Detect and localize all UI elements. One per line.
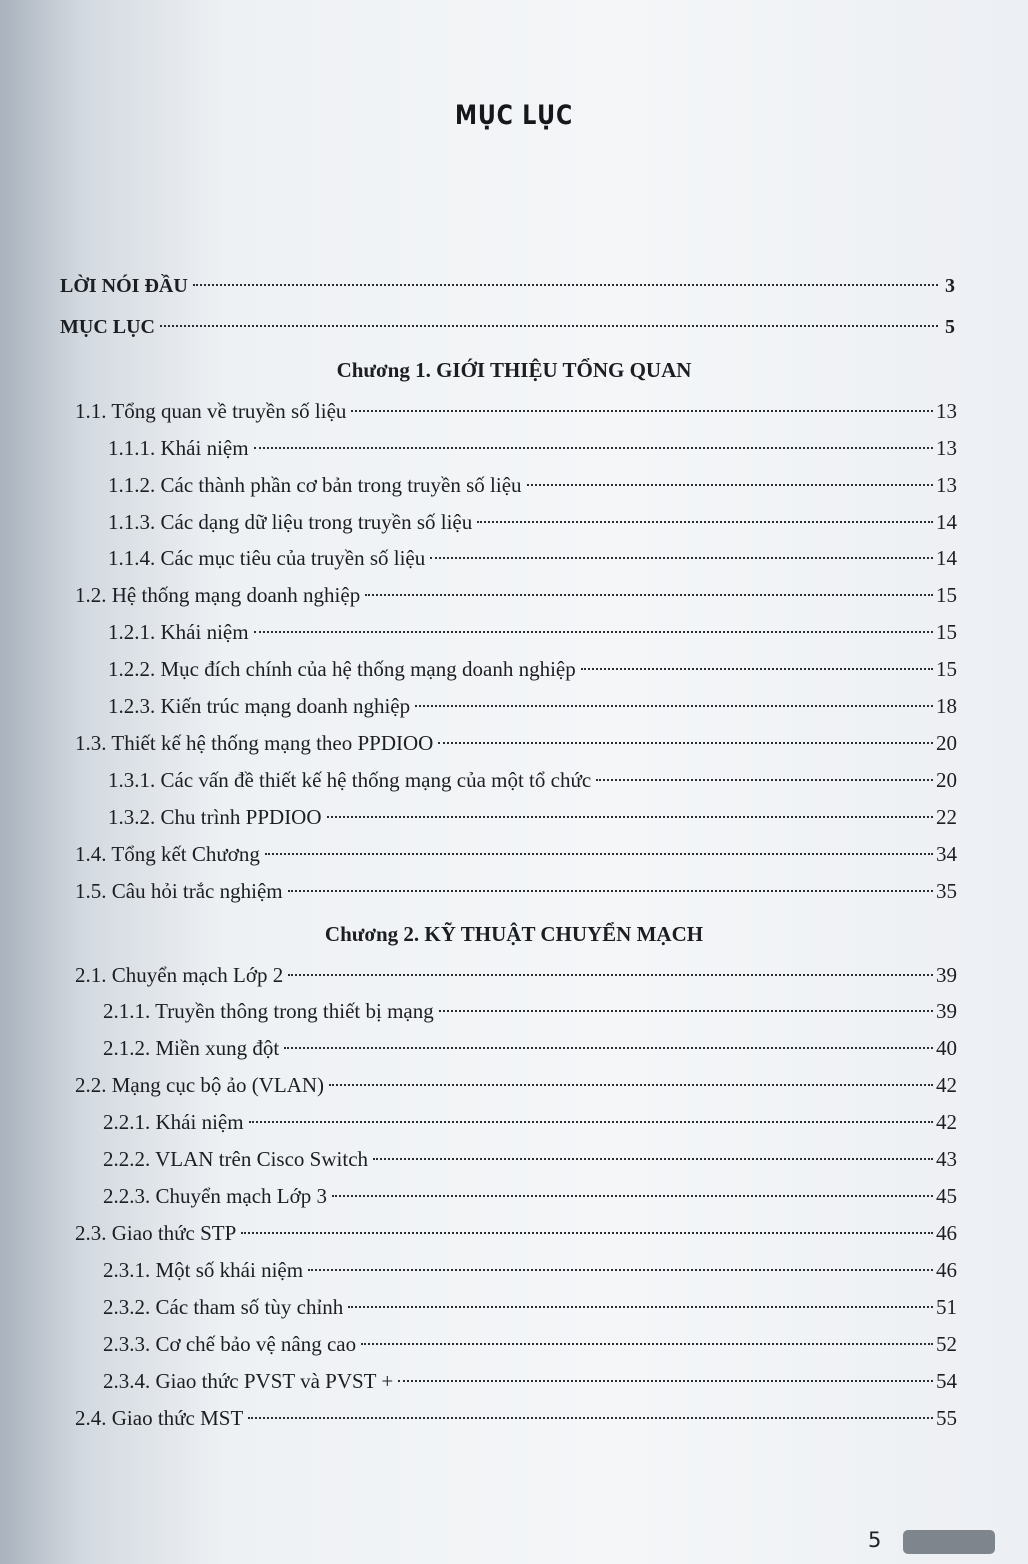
toc-entry-label: 1.5. Câu hỏi trắc nghiệm: [75, 879, 283, 903]
toc-entry-page: 13: [936, 473, 957, 497]
toc-entry-label: 2.1.2. Miền xung đột: [103, 1036, 280, 1060]
toc-entry: [108, 544, 957, 572]
dot-leader: [160, 325, 938, 327]
toc-entry: [75, 729, 957, 757]
dot-leader: [265, 853, 933, 855]
toc-entry-page: 34: [936, 842, 957, 866]
toc-entry-label: 1.2.1. Khái niệm: [108, 620, 249, 644]
toc-entry-label: 1.3.2. Chu trình PPDIOO: [108, 805, 322, 829]
dot-leader: [398, 1380, 933, 1382]
dot-leader: [430, 557, 933, 559]
toc-entry: [108, 766, 957, 794]
dot-leader: [438, 742, 933, 744]
toc-entry-page: 18: [936, 694, 957, 718]
toc-entry-label: 2.3.3. Cơ chế bảo vệ nâng cao: [103, 1332, 357, 1356]
page-number: 5: [868, 1528, 882, 1552]
toc-entry: [108, 655, 957, 683]
dot-leader: [348, 1306, 933, 1308]
toc-entry-page: 35: [936, 879, 957, 903]
toc-entry: [103, 1293, 957, 1321]
toc-entry-label: 1.2.3. Kiến trúc mạng doanh nghiệp: [108, 694, 411, 718]
toc-entry: [75, 1071, 957, 1099]
toc-entry: [75, 397, 957, 425]
toc-entry-foreword: [60, 272, 955, 300]
toc-entry-label: 2.2.1. Khái niệm: [103, 1110, 244, 1134]
dot-leader: [249, 1121, 933, 1123]
toc-entry-label: LỜI NÓI ĐẦU: [60, 275, 188, 297]
toc-entry: [103, 1034, 957, 1062]
dot-leader: [241, 1232, 933, 1234]
toc-entry-label: 2.1. Chuyển mạch Lớp 2: [75, 963, 284, 987]
toc-entry-page: 3: [945, 275, 955, 297]
toc-entry-page: 54: [936, 1369, 957, 1393]
toc-entry-label: 1.3.1. Các vấn đề thiết kế hệ thống mạng của một tổ chức: [108, 768, 592, 792]
dot-leader: [596, 779, 933, 781]
dot-leader: [327, 816, 933, 818]
toc-entry-label: 2.3. Giao thức STP: [75, 1221, 237, 1245]
toc-entry: [103, 1367, 957, 1395]
toc-entry-page: 22: [936, 805, 957, 829]
toc-entry-page: 5: [945, 316, 955, 338]
dot-leader: [308, 1269, 933, 1271]
page-tab-decoration: [903, 1530, 995, 1554]
toc-entry-label: 2.3.4. Giao thức PVST và PVST +: [103, 1369, 394, 1393]
toc-entry-label: 2.2. Mạng cục bộ ảo (VLAN): [75, 1073, 325, 1097]
toc-entry-page: 43: [936, 1147, 957, 1171]
toc-entry-label: 1.1.3. Các dạng dữ liệu trong truyền số liệu: [108, 510, 473, 534]
toc-entry: [75, 840, 957, 868]
toc-entry-label: 2.3.2. Các tham số tùy chỉnh: [103, 1295, 344, 1319]
toc-entry: [108, 434, 957, 462]
dot-leader: [415, 705, 933, 707]
toc-entry-label: 1.1.2. Các thành phần cơ bản trong truyền số liệu: [108, 473, 522, 497]
toc-entry-page: 46: [936, 1258, 957, 1282]
toc-entry-page: 14: [936, 546, 957, 570]
toc-entry-page: 14: [936, 510, 957, 534]
dot-leader: [332, 1195, 933, 1197]
toc-entry-page: 39: [936, 963, 957, 987]
toc-entry: [108, 471, 957, 499]
toc-entry-label: MỤC LỤC: [60, 316, 155, 338]
chapter-heading: Chương 2. KỸ THUẬT CHUYỂN MẠCH: [324, 922, 704, 946]
toc-entry-label: 1.1.4. Các mục tiêu của truyền số liệu: [108, 546, 426, 570]
toc-entry-page: 20: [936, 731, 957, 755]
dot-leader: [351, 410, 933, 412]
toc-entry-page: 52: [936, 1332, 957, 1356]
toc-entry: [103, 1330, 957, 1358]
toc-entry-label: 1.1.1. Khái niệm: [108, 436, 249, 460]
toc-entry: [75, 961, 957, 989]
toc-entry-page: 42: [936, 1110, 957, 1134]
dot-leader: [288, 890, 933, 892]
page-title: MỤC LỤC: [454, 100, 574, 131]
toc-entry-label: 2.3.1. Một số khái niệm: [103, 1258, 304, 1282]
toc-entry: [108, 508, 957, 536]
toc-entry-label: 2.2.3. Chuyển mạch Lớp 3: [103, 1184, 327, 1208]
toc-entry-page: 45: [936, 1184, 957, 1208]
toc-entry-page: 46: [936, 1221, 957, 1245]
toc-entry: [103, 997, 957, 1025]
toc-entry: [75, 581, 957, 609]
dot-leader: [193, 284, 938, 286]
toc-entry-page: 15: [936, 583, 957, 607]
toc-entry-label: 1.4. Tổng kết Chương: [75, 842, 260, 866]
toc-entry: [75, 877, 957, 905]
dot-leader: [439, 1010, 933, 1012]
toc-entry: [108, 618, 957, 646]
toc-entry: [75, 1219, 957, 1247]
dot-leader: [284, 1047, 933, 1049]
dot-leader: [477, 521, 933, 523]
dot-leader: [581, 668, 933, 670]
dot-leader: [329, 1084, 933, 1086]
dot-leader: [248, 1417, 933, 1419]
toc-entry-label: 1.2. Hệ thống mạng doanh nghiệp: [75, 583, 361, 607]
toc-entry: [108, 692, 957, 720]
chapter-heading: Chương 1. GIỚI THIỆU TỔNG QUAN: [336, 358, 692, 382]
toc-entry-page: 15: [936, 657, 957, 681]
toc-entry: [103, 1256, 957, 1284]
toc-entry-page: 13: [936, 436, 957, 460]
toc-entry: [103, 1145, 957, 1173]
toc-entry: [103, 1108, 957, 1136]
toc-entry-label: 2.4. Giao thức MST: [75, 1406, 244, 1430]
toc-entry-page: 55: [936, 1406, 957, 1430]
dot-leader: [361, 1343, 933, 1345]
toc-entry-contents: [60, 313, 955, 341]
toc-entry-page: 42: [936, 1073, 957, 1097]
dot-leader: [365, 594, 933, 596]
dot-leader: [288, 974, 933, 976]
toc-entry-label: 2.1.1. Truyền thông trong thiết bị mạng: [103, 999, 434, 1023]
toc-entry-page: 20: [936, 768, 957, 792]
toc-entry-label: 1.2.2. Mục đích chính của hệ thống mạng doanh nghiệp: [108, 657, 576, 681]
toc-entry-page: 51: [936, 1295, 957, 1319]
toc-entry-page: 15: [936, 620, 957, 644]
toc-entry-label: 1.3. Thiết kế hệ thống mạng theo PPDIOO: [75, 731, 434, 755]
toc-entry-page: 39: [936, 999, 957, 1023]
dot-leader: [373, 1158, 933, 1160]
toc-entry-page: 40: [936, 1036, 957, 1060]
toc-entry-page: 13: [936, 399, 957, 423]
dot-leader: [254, 447, 933, 449]
toc-entry: [108, 803, 957, 831]
dot-leader: [254, 631, 933, 633]
toc-entry-label: 2.2.2. VLAN trên Cisco Switch: [103, 1147, 369, 1171]
toc-entry: [75, 1404, 957, 1432]
dot-leader: [527, 484, 933, 486]
toc-entry-label: 1.1. Tổng quan về truyền số liệu: [75, 399, 347, 423]
toc-entry: [103, 1182, 957, 1210]
